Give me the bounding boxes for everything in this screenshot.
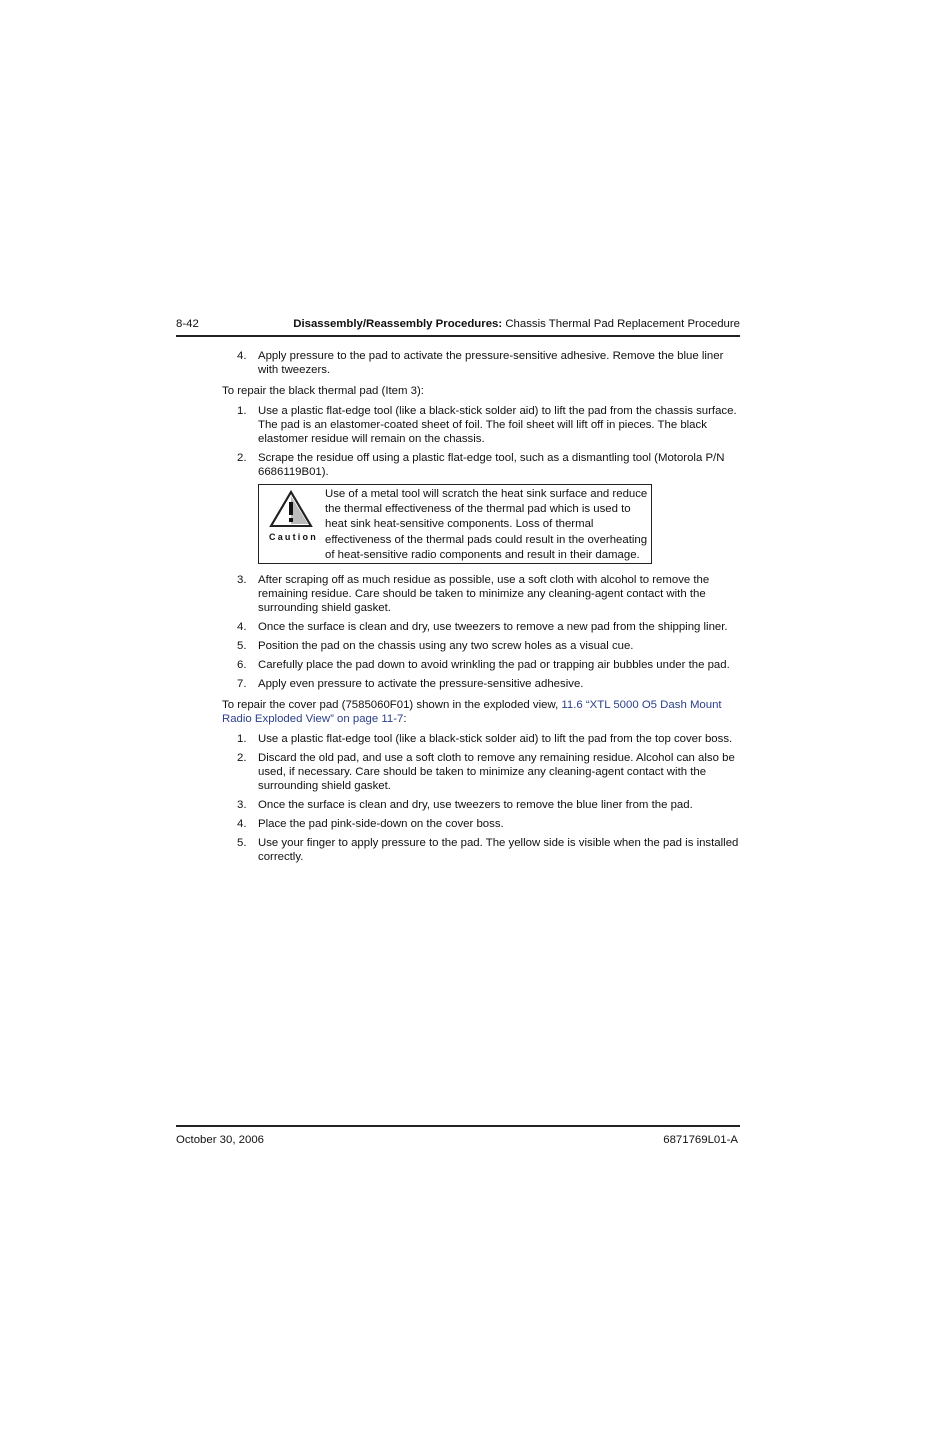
caution-box [258,484,652,564]
footer-date: October 30, 2006 [176,1134,265,1146]
section-title-rest: Chassis Thermal Pad Replacement Procedure [502,318,740,330]
list-number: 4. [237,350,247,362]
header-rule [176,335,740,337]
cover-pad-intro-suffix: : [403,713,407,725]
list-item [222,451,742,479]
list-number: 7. [237,678,247,690]
list-text: Position the pad on the chassis using any two screw holes as a visual cue. [258,640,634,652]
list-item [222,620,742,634]
list-number: 3. [237,574,247,586]
list-item [222,836,742,864]
list-text: Place the pad pink-side-down on the cover boss. [258,818,504,830]
list-item [222,677,742,691]
black-pad-intro: To repair the black thermal pad (Item 3): [222,385,424,397]
list-text: Use a plastic flat-edge tool (like a black-stick solder aid) to lift the pad from the chassis surface. The pad is an elastomer-coated sheet of foil. The foil sheet will lift off in pieces. The black elastomer residue will remain on the chassis. [258,405,737,445]
cover-pad-intro [222,698,742,726]
list-text: Carefully place the pad down to avoid wrinkling the pad or trapping air bubbles under the pad. [258,659,730,671]
list-text: Discard the old pad, and use a soft cloth to remove any remaining residue. Alcohol can also be used, if necessary. Care should be taken to minimize any cleaning-agent contact with the surrounding shield gasket. [258,752,735,792]
list-number: 5. [237,640,247,652]
list-number: 4. [237,621,247,633]
list-text: Use a plastic flat-edge tool (like a black-stick solder aid) to lift the pad from the top cover boss. [258,733,733,745]
cover-pad-intro-prefix: To repair the cover pad (7585060F01) shown in the exploded view, [222,699,562,711]
list-number: 5. [237,837,247,849]
list-text: Once the surface is clean and dry, use tweezers to remove the blue liner from the pad. [258,799,693,811]
list-number: 1. [237,733,247,745]
exploded-view-link[interactable]: 11.6 “XTL 5000 O5 Dash Mount Radio Exploded View” on page 11-7 [222,699,722,725]
page-body [222,349,742,869]
list-number: 1. [237,405,247,417]
list-number: 6. [237,659,247,671]
list-item [222,751,742,793]
list-item [222,404,742,446]
list-text: Apply pressure to the pad to activate the pressure-sensitive adhesive. Remove the blue liner with tweezers. [258,350,724,376]
list-number: 4. [237,818,247,830]
list-text: Scrape the residue off using a plastic flat-edge tool, such as a dismantling tool (Motorola P/N 6686119B01). [258,452,725,478]
list-text: Use your finger to apply pressure to the pad. The yellow side is visible when the pad is installed correctly. [258,837,739,863]
list-item [222,798,742,812]
list-number: 2. [237,452,247,464]
list-number: 3. [237,799,247,811]
page-number: 8-42 [176,318,199,330]
footer-doc-number: 6871769L01-A [663,1134,738,1146]
caution-text: Use of a metal tool will scratch the heat sink surface and reduce the thermal effectiveness of the thermal pad which is used to heat sink heat-sensitive components. Loss of thermal effectiveness of the thermal pads could result in the overheating of heat-sensitive radio components and result in their damage. [325,488,648,561]
section-title-bold: Disassembly/Reassembly Procedures: [293,318,503,330]
list-item [222,573,742,615]
list-text: Apply even pressure to activate the pressure-sensitive adhesive. [258,678,584,690]
footer-rule [176,1125,740,1127]
warning-triangle-icon [269,490,313,528]
list-text: After scraping off as much residue as possible, use a soft cloth with alcohol to remove the remaining residue. Care should be taken to minimize any cleaning-agent contact with the surrounding shield gasket. [258,574,710,614]
page-header [176,317,740,333]
caution-label: Caution [269,532,318,542]
list-item [222,658,742,672]
list-text: Once the surface is clean and dry, use tweezers to remove a new pad from the shipping liner. [258,621,728,633]
list-item [222,732,742,746]
list-item [222,817,742,831]
list-number: 2. [237,752,247,764]
list-item [222,349,742,377]
section-title [293,317,740,331]
list-item [222,639,742,653]
